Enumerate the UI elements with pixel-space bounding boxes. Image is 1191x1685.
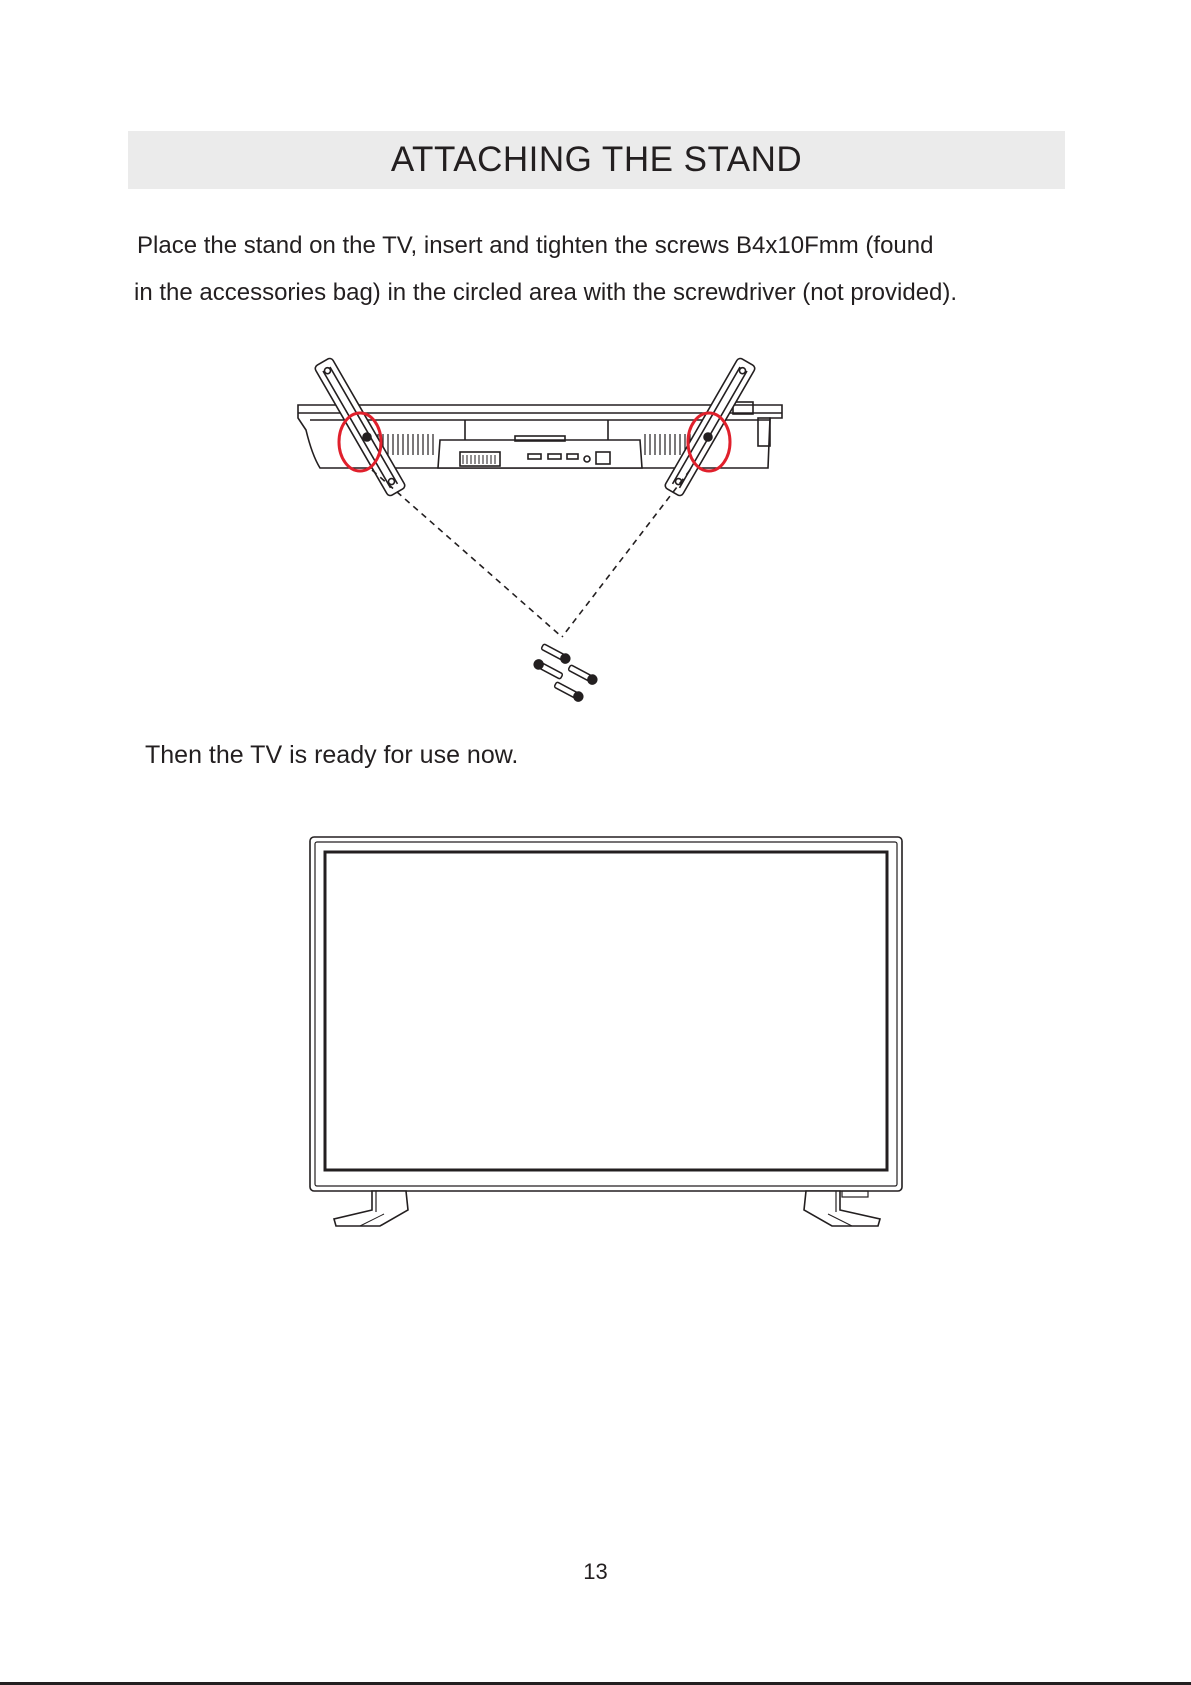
page-title: ATTACHING THE STAND: [390, 140, 803, 179]
ready-statement: Then the TV is ready for use now.: [145, 741, 519, 769]
tv-front-diagram: [310, 837, 902, 1226]
screws-icon: [533, 642, 599, 702]
page-number: 13: [583, 1559, 608, 1584]
instruction-line-1: Place the stand on the TV, insert and tighten the screws B4x10Fmm (found: [137, 232, 934, 259]
instruction-line-2: in the accessories bag) in the circled area with the screwdriver (not provided).: [134, 279, 958, 306]
